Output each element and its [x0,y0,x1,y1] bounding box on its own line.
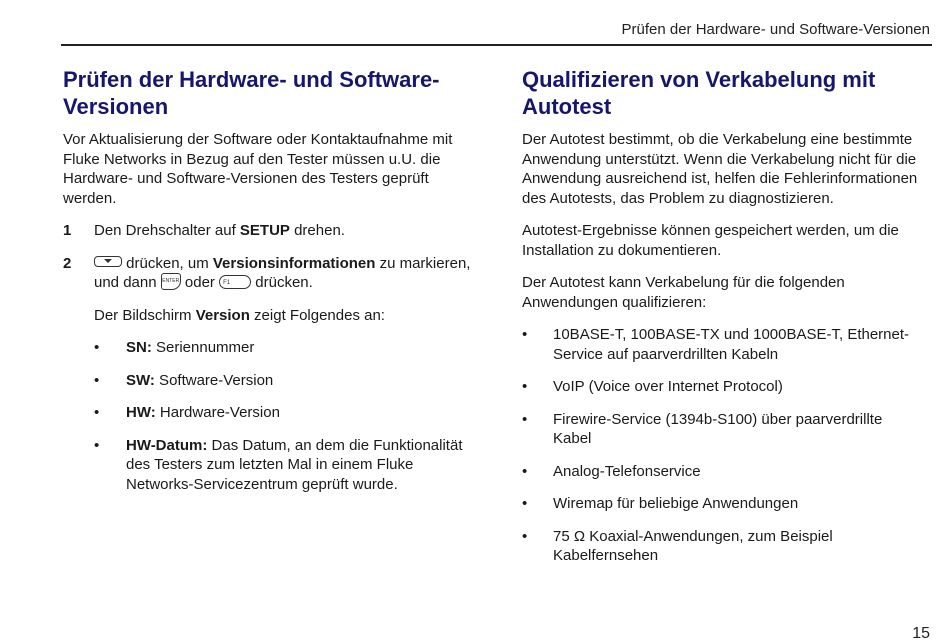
bullet-icon: • [94,404,100,421]
list-item [522,527,922,566]
list-item [522,462,922,482]
bullet-icon: • [522,527,528,545]
f1-key-icon: F1 [219,275,251,289]
list-item-text: VoIP (Voice over Internet Protocol) [553,378,783,395]
running-head: Prüfen der Hardware- und Software-Versionen [621,21,930,38]
version-fields-list [94,338,473,494]
bullet-icon: • [522,378,528,395]
bullet-icon: • [522,462,528,480]
field-label: HW: [126,404,156,421]
text-part: zeigt Folgendes an: [249,306,385,324]
bullet-icon: • [94,371,100,389]
list-item [94,436,473,495]
step-text-part: drücken. [251,274,313,291]
list-item-text: Analog-Telefonservice [553,462,701,480]
paragraph: Der Autotest bestimmt, ob die Verkabelung eine bestimmte Anwendung unterstützt. Wenn die Verkabelung nicht für die Anwendung ausreichend ist, helfen die Fehlerinformationen des Autotests, das Problem zu diagnostizieren. [522,131,918,207]
list-item-text: Firewire-Service (1394b-S100) über paarverdrillte Kabel [553,410,883,447]
list-item [522,325,922,364]
step-2 [63,254,473,293]
field-description: Hardware-Version [155,404,280,421]
version-info-keyword: Versionsinformationen [212,254,376,272]
version-keyword: Version [195,306,250,324]
step-text-part: oder [180,274,220,291]
list-item [94,403,473,423]
bullet-icon: • [522,410,528,428]
section-title-versions: Prüfen der Hardware- und Software-Versionen [63,67,440,119]
step-text-part: Den Drehschalter auf [94,222,240,239]
list-item-text: Wiremap für beliebige Anwendungen [553,495,799,512]
setup-keyword: SETUP [239,222,290,239]
bullet-icon: • [522,495,528,512]
text-part: Der Bildschirm [94,306,196,324]
bullet-icon: • [522,326,528,343]
header-rule [61,44,932,46]
intro-paragraph: Vor Aktualisierung der Software oder Kontaktaufnahme mit Fluke Networks in Bezug auf den Tester müssen u.U. die Hardware- und Software-Versionen des Testers geprüft werden. [63,131,453,207]
step-1 [63,221,473,241]
field-label: SW: [126,371,155,389]
paragraph: Autotest-Ergebnisse können gespeichert werden, um die Installation zu dokumentieren. [522,222,899,259]
field-description: Seriennummer [151,339,255,356]
field-description: Software-Version [154,371,274,389]
section-title-autotest: Qualifizieren von Verkabelung mit Autotest [522,67,876,119]
right-column [522,66,922,579]
paragraph: Der Autotest kann Verkabelung für die folgenden Anwendungen qualifizieren: [522,274,845,311]
list-item-text: 10BASE-T, 100BASE-TX und 1000BASE-T, Ethernet-Service auf paarverdrillten Kabeln [553,326,910,363]
step-text-part: drehen. [289,222,345,239]
enter-key-icon: ENTER [161,273,181,290]
left-column [63,66,473,507]
step-text-part: zu markieren, und dann [94,254,471,291]
field-label: SN: [126,339,152,356]
list-item [94,338,473,358]
list-item [94,371,473,391]
field-label: HW-Datum: [126,436,208,454]
bullet-icon: • [94,339,100,356]
step-text [94,221,473,241]
down-arrow-key-icon [94,256,122,267]
step-text [94,254,473,293]
list-item [522,377,922,397]
page-number: 15 [912,625,930,642]
field-description: Das Datum, an dem die Funktionalität des Testers zum letzten Mal in einem Fluke Networks-Servicezentrum geprüft wurde. [126,436,463,493]
step-number: 2 [63,254,72,272]
list-item [522,494,922,514]
bullet-icon: • [94,436,100,454]
step-text-part: drücken, um [122,254,213,272]
list-item-text: 75 Ω Koaxial-Anwendungen, zum Beispiel Kabelfernsehen [553,527,833,564]
step-number: 1 [63,222,72,239]
list-item [522,410,922,449]
screen-description [94,306,473,326]
applications-list [522,325,922,566]
